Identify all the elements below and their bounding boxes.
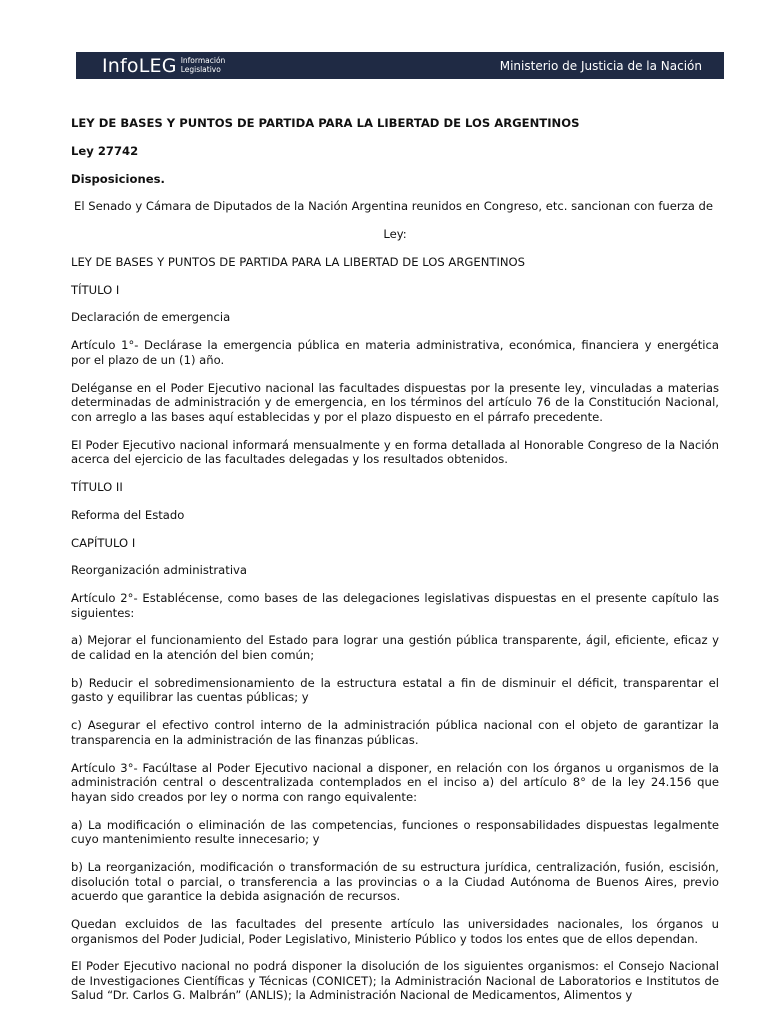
- article-2-item-b: b) Reducir el sobredimensionamiento de la estructura estatal a fin de disminuir el déficit, transparentar el gasto y equilibrar las cuentas públicas; y: [71, 675, 719, 705]
- article-3-item-a: a) La modificación o eliminación de las competencias, funciones o responsabilidades dispuestas legalmente cuyo mantenimiento resulte innecesario; y: [71, 817, 719, 847]
- article-3-item-b: b) La reorganización, modificación o transformación de su estructura jurídica, centralización, fusión, escisión, disolución total o parcial, o transferencia a las provincias o a la Ciudad Autónoma de Buenos Aires, previo acuerdo que garantice la debida asignación de recursos.: [71, 859, 719, 904]
- article-1-paragraph-3: El Poder Ejecutivo nacional informará mensualmente y en forma detallada al Honorable Congreso de la Nación acerca del ejercicio de las facultades delegadas y los resultados obtenidos.: [71, 437, 719, 467]
- preamble: El Senado y Cámara de Diputados de la Nación Argentina reunidos en Congreso, etc. sancionan con fuerza de: [74, 199, 714, 214]
- capitulo-1-name: Reorganización administrativa: [71, 563, 248, 578]
- titulo-1: TÍTULO I: [71, 282, 120, 297]
- infoleg-banner: [76, 52, 724, 79]
- article-2-item-a: a) Mejorar el funcionamiento del Estado para lograr una gestión pública transparente, ágil, eficiente, eficaz y de calidad en la atención del bien común;: [71, 633, 719, 663]
- law-title: LEY DE BASES Y PUNTOS DE PARTIDA PARA LA LIBERTAD DE LOS ARGENTINOS: [71, 254, 526, 269]
- logo-subtitle: [181, 57, 226, 74]
- infoleg-logo[interactable]: [102, 55, 225, 77]
- article-3-paragraph-3: El Poder Ejecutivo nacional no podrá disponer la disolución de los siguientes organismos: el Consejo Nacional de Investigaciones Científicas y Técnicas (CONICET); la Administración Nacional de Laboratorios e Institutos de Salud “Dr. Carlos G. Malbrán” (ANLIS); la Administración Nacional de Medicamentos, Alimentos y: [71, 959, 719, 1003]
- article-2-item-c: c) Asegurar el efectivo control interno de la administración pública nacional con el objeto de garantizar la transparencia en la administración de las finanzas públicas.: [71, 718, 719, 747]
- titulo-2-name: Reforma del Estado: [71, 507, 185, 522]
- article-2: Artículo 2°- Establécense, como bases de las delegaciones legislativas dispuestas en el presente capítulo las siguientes:: [71, 591, 719, 620]
- ministry-name: Ministerio de Justicia de la Nación: [499, 58, 702, 73]
- logo-sub-line-2: Legislativo: [180, 64, 221, 74]
- article-3-paragraph-2: Quedan excluidos de las facultades del presente artículo las universidades nacionales, los órganos u organismos del Poder Judicial, Poder Legislativo, Ministerio Público y todos los entes que de ellos dependan.: [71, 916, 719, 946]
- capitulo-1: CAPÍTULO I: [71, 535, 136, 550]
- logo-main-text: InfoLEG: [102, 54, 177, 77]
- logo-sub-line-1: Información: [180, 56, 226, 65]
- article-1: Artículo 1°- Declárase la emergencia pública en materia administrativa, económica, financiera y energética por el plazo de un (1) año.: [71, 338, 719, 367]
- law-number: Ley 27742: [71, 143, 139, 158]
- article-1-paragraph-2: Deléganse en el Poder Ejecutivo nacional las facultades dispuestas por la presente ley, vinculadas a materias determinadas de administración y de emergencia, en los términos del artículo 76 de la Constitución Nacional, con arreglo a las bases aquí establecidas y por el plazo dispuesto en el párrafo precedente.: [71, 380, 719, 424]
- article-3: Artículo 3°- Facúltase al Poder Ejecutivo nacional a disponer, en relación con los órganos u organismos de la administración central o descentralizada contemplados en el inciso a) del artículo 8° de la ley 24.156 que hayan sido creados por ley o norma con rango equivalente:: [71, 760, 719, 804]
- section-label: Disposiciones.: [71, 171, 165, 186]
- titulo-1-name: Declaración de emergencia: [71, 310, 231, 325]
- ley-label: Ley:: [383, 227, 407, 242]
- titulo-2: TÍTULO II: [71, 479, 123, 494]
- document-title: LEY DE BASES Y PUNTOS DE PARTIDA PARA LA LIBERTAD DE LOS ARGENTINOS: [71, 116, 580, 130]
- law-text: [71, 116, 719, 1016]
